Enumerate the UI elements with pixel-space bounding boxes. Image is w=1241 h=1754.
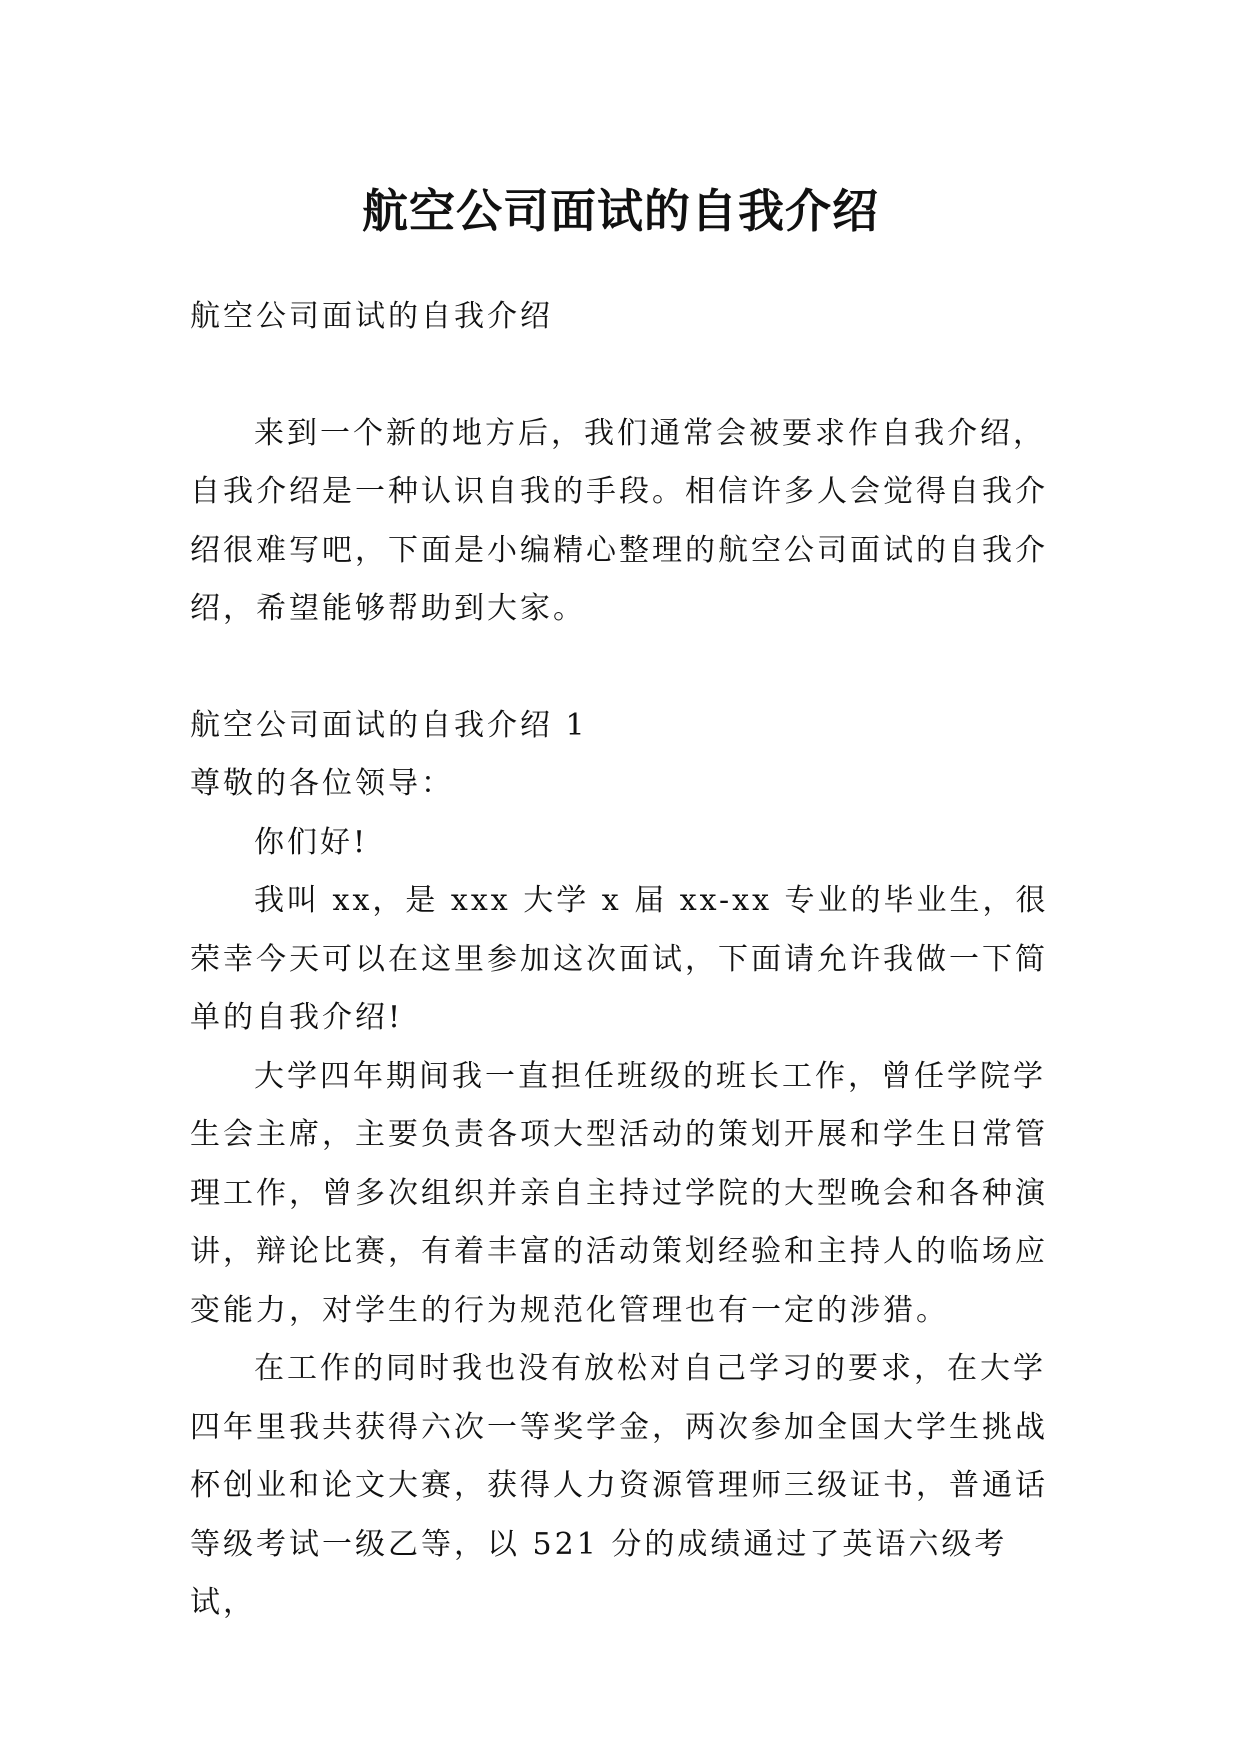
body-paragraph: 在工作的同时我也没有放松对自己学习的要求，在大学四年里我共获得六次一等奖学金，两次参加全国大学生挑战杯创业和论文大赛，获得人力资源管理师三级证书，普通话等级考试一级乙等，以 521 分的成绩通过了英语六级考试，: [190, 1351, 1048, 1620]
body-paragraph: 我叫 xx，是 xxx 大学 x 届 xx-xx 专业的毕业生，很荣幸今天可以在这里参加这次面试，下面请允许我做一下简单的自我介绍!: [190, 883, 1049, 1035]
section-heading: 航空公司面试的自我介绍 1: [190, 707, 588, 743]
document-subtitle: 航空公司面试的自我介绍: [190, 299, 553, 334]
salutation: 尊敬的各位领导：: [190, 766, 454, 801]
body-paragraph: 大学四年期间我一直担任班级的班长工作，曾任学院学生会主席，主要负责各项大型活动的策划开展和学生日常管理工作，曾多次组织并亲自主持过学院的大型晚会和各种演讲，辩论比赛，有着丰富的活动策划经验和主持人的临场应变能力，对学生的行为规范化管理也有一定的涉猎。: [190, 1058, 1048, 1328]
intro-paragraph: 来到一个新的地方后，我们通常会被要求作自我介绍，自我介绍是一种认识自我的手段。相信许多人会觉得自我介绍很难写吧，下面是小编精心整理的航空公司面试的自我介绍，希望能够帮助到大家。: [190, 415, 1048, 626]
greeting: 你们好!: [254, 824, 369, 860]
document-title: 航空公司面试的自我介绍: [362, 183, 879, 238]
document-body: [190, 288, 1050, 1633]
